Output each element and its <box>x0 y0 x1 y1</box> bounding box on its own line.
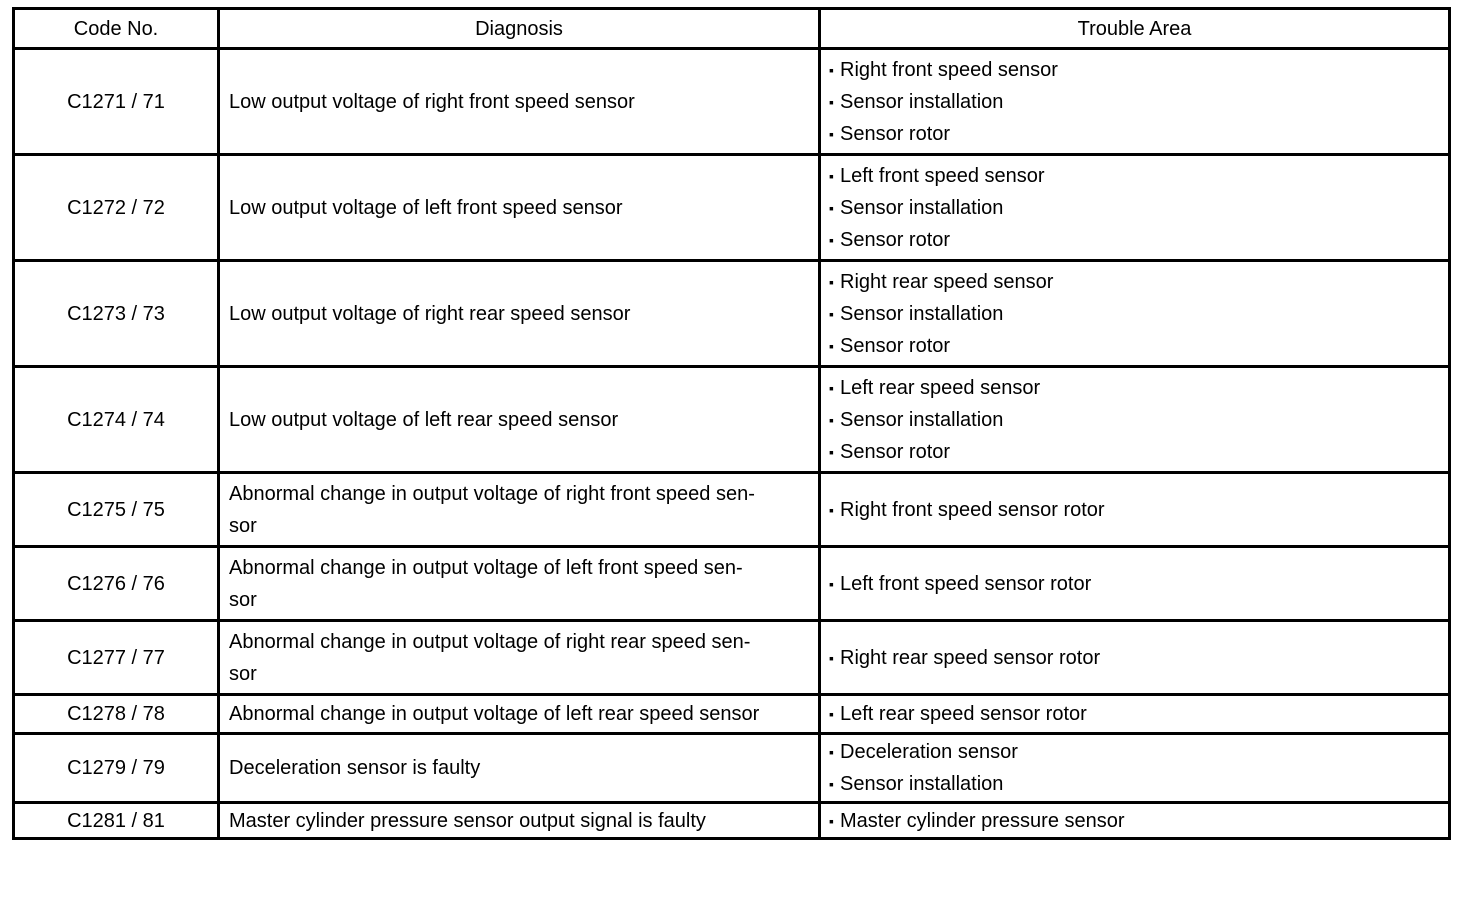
diagnosis-cell <box>219 547 820 621</box>
bullet-icon: ▪ <box>829 649 834 666</box>
diagnosis-text-line: Low output voltage of right rear speed sensor <box>229 302 631 325</box>
trouble-area-item <box>829 642 1448 674</box>
trouble-area-item <box>829 768 1448 800</box>
trouble-area-list <box>829 807 1448 835</box>
diagnosis-text-line: sor <box>229 662 257 685</box>
trouble-area-item <box>829 192 1448 224</box>
diagnosis-text-line: sor <box>229 588 257 611</box>
bullet-icon: ▪ <box>829 125 834 142</box>
bullet-icon: ▪ <box>829 812 834 829</box>
trouble-area-item <box>829 330 1448 362</box>
trouble-area-cell <box>820 155 1450 261</box>
trouble-area-item <box>829 436 1448 468</box>
table-row <box>14 155 1450 261</box>
trouble-area-text: Right front speed sensor rotor <box>840 498 1105 521</box>
header-code-no: Code No. <box>14 9 219 49</box>
trouble-area-text: Left front speed sensor rotor <box>840 572 1092 595</box>
code-number-cell: C1281 / 81 <box>14 803 219 839</box>
table-row <box>14 734 1450 803</box>
trouble-area-item <box>829 736 1448 768</box>
diagnosis-cell <box>219 367 820 473</box>
table-row <box>14 547 1450 621</box>
trouble-area-list <box>829 568 1448 600</box>
trouble-area-text: Right rear speed sensor <box>840 270 1054 293</box>
bullet-icon: ▪ <box>829 776 834 792</box>
trouble-area-text: Right rear speed sensor rotor <box>840 646 1101 669</box>
bullet-icon: ▪ <box>829 167 834 184</box>
table-row <box>14 473 1450 547</box>
trouble-area-list <box>829 494 1448 526</box>
diagnosis-text-line: Master cylinder pressure sensor output signal is faulty <box>229 809 706 832</box>
trouble-area-text: Sensor installation <box>840 773 1004 795</box>
diagnosis-cell <box>219 155 820 261</box>
trouble-area-item <box>829 568 1448 600</box>
bullet-icon: ▪ <box>829 305 834 322</box>
trouble-area-cell <box>820 261 1450 367</box>
trouble-area-list <box>829 160 1448 256</box>
diagnostic-code-table-container <box>12 7 1451 840</box>
diagnosis-cell <box>219 473 820 547</box>
diagnosis-text-line: Low output voltage of left front speed sensor <box>229 196 623 219</box>
diagnosis-cell <box>219 621 820 695</box>
code-number-cell: C1272 / 72 <box>14 155 219 261</box>
code-number-cell: C1271 / 71 <box>14 49 219 155</box>
diagnosis-text-line: Low output voltage of right front speed sensor <box>229 90 635 113</box>
trouble-area-item <box>829 298 1448 330</box>
trouble-area-list <box>829 54 1448 150</box>
trouble-area-cell <box>820 547 1450 621</box>
trouble-area-cell <box>820 734 1450 803</box>
bullet-icon: ▪ <box>829 443 834 460</box>
trouble-area-text: Sensor installation <box>840 302 1004 325</box>
trouble-area-list <box>829 642 1448 674</box>
trouble-area-text: Sensor rotor <box>840 334 951 357</box>
trouble-area-cell <box>820 49 1450 155</box>
bullet-icon: ▪ <box>829 379 834 396</box>
trouble-area-item <box>829 494 1448 526</box>
diagnosis-text-line: Low output voltage of left rear speed sensor <box>229 408 619 431</box>
code-number-cell: C1279 / 79 <box>14 734 219 803</box>
diagnosis-text-line: Abnormal change in output voltage of right front speed sen- <box>229 482 755 505</box>
diagnosis-cell <box>219 734 820 803</box>
bullet-icon: ▪ <box>829 575 834 592</box>
bullet-icon: ▪ <box>829 199 834 216</box>
trouble-area-cell <box>820 803 1450 839</box>
trouble-area-cell <box>820 367 1450 473</box>
trouble-area-text: Sensor installation <box>840 408 1004 431</box>
diagnosis-text-line: Abnormal change in output voltage of left front speed sen- <box>229 556 743 579</box>
table-row <box>14 695 1450 734</box>
bullet-icon: ▪ <box>829 744 834 760</box>
trouble-area-text: Sensor installation <box>840 90 1004 113</box>
trouble-area-item <box>829 807 1448 835</box>
trouble-area-text: Deceleration sensor <box>840 741 1018 763</box>
diagnostic-code-table <box>12 7 1451 840</box>
trouble-area-cell <box>820 473 1450 547</box>
trouble-area-item <box>829 698 1448 730</box>
bullet-icon: ▪ <box>829 501 834 518</box>
code-number-cell: C1273 / 73 <box>14 261 219 367</box>
trouble-area-text: Left rear speed sensor rotor <box>840 703 1087 725</box>
trouble-area-text: Right front speed sensor <box>840 58 1058 81</box>
header-diagnosis: Diagnosis <box>219 9 820 49</box>
code-number-cell: C1278 / 78 <box>14 695 219 734</box>
trouble-area-text: Sensor rotor <box>840 440 951 463</box>
diagnosis-text-line: sor <box>229 514 257 537</box>
diagnosis-cell <box>219 695 820 734</box>
trouble-area-text: Sensor rotor <box>840 228 951 251</box>
diagnosis-text-line: Deceleration sensor is faulty <box>229 757 481 779</box>
table-row <box>14 49 1450 155</box>
table-row <box>14 261 1450 367</box>
trouble-area-text: Left rear speed sensor <box>840 376 1041 399</box>
table-row <box>14 367 1450 473</box>
bullet-icon: ▪ <box>829 337 834 354</box>
trouble-area-item <box>829 404 1448 436</box>
bullet-icon: ▪ <box>829 411 834 428</box>
trouble-area-text: Left front speed sensor <box>840 164 1045 187</box>
trouble-area-list <box>829 372 1448 468</box>
bullet-icon: ▪ <box>829 61 834 78</box>
trouble-area-item <box>829 266 1448 298</box>
header-row <box>14 9 1450 49</box>
table-header <box>14 9 1450 49</box>
code-number-cell: C1274 / 74 <box>14 367 219 473</box>
trouble-area-item <box>829 372 1448 404</box>
table-row <box>14 803 1450 839</box>
table-body <box>14 49 1450 839</box>
header-trouble-area: Trouble Area <box>820 9 1450 49</box>
trouble-area-item <box>829 224 1448 256</box>
trouble-area-item <box>829 54 1448 86</box>
code-number-cell: C1277 / 77 <box>14 621 219 695</box>
bullet-icon: ▪ <box>829 273 834 290</box>
bullet-icon: ▪ <box>829 706 834 722</box>
trouble-area-text: Sensor installation <box>840 196 1004 219</box>
trouble-area-list <box>829 736 1448 800</box>
table-row <box>14 621 1450 695</box>
code-number-cell: C1276 / 76 <box>14 547 219 621</box>
bullet-icon: ▪ <box>829 231 834 248</box>
trouble-area-item <box>829 160 1448 192</box>
bullet-icon: ▪ <box>829 93 834 110</box>
diagnosis-text-line: Abnormal change in output voltage of right rear speed sen- <box>229 630 751 653</box>
trouble-area-text: Sensor rotor <box>840 122 951 145</box>
code-number-cell: C1275 / 75 <box>14 473 219 547</box>
trouble-area-list <box>829 698 1448 730</box>
trouble-area-item <box>829 86 1448 118</box>
trouble-area-cell <box>820 695 1450 734</box>
trouble-area-cell <box>820 621 1450 695</box>
trouble-area-list <box>829 266 1448 362</box>
trouble-area-item <box>829 118 1448 150</box>
trouble-area-text: Master cylinder pressure sensor <box>840 809 1125 832</box>
diagnosis-cell <box>219 261 820 367</box>
diagnosis-cell <box>219 803 820 839</box>
diagnosis-text-line: Abnormal change in output voltage of left rear speed sensor <box>229 703 760 725</box>
diagnosis-cell <box>219 49 820 155</box>
